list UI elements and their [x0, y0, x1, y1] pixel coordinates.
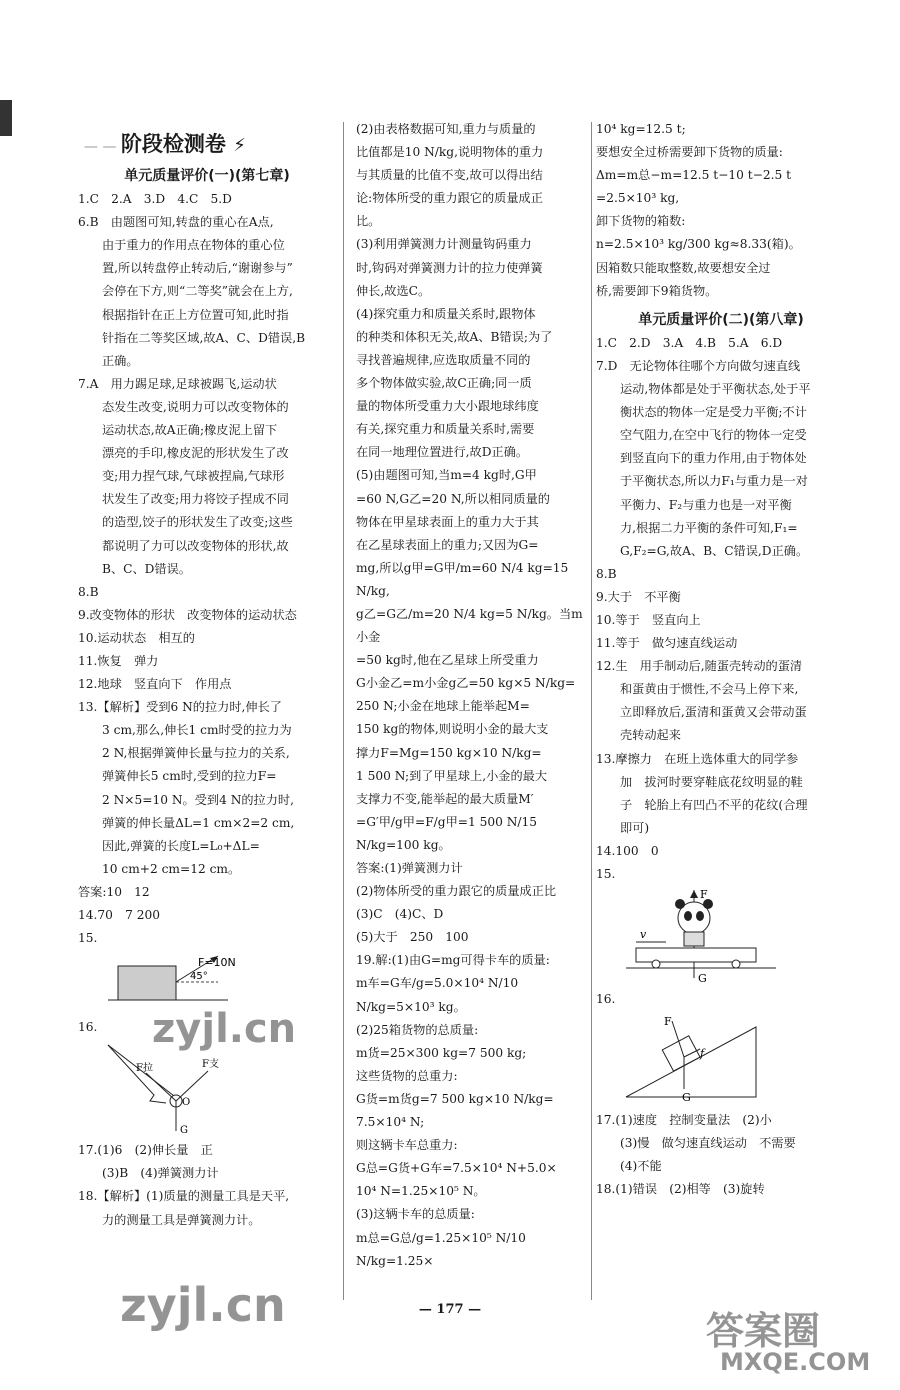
text-line: 态发生改变,说明力可以改变物体的: [102, 399, 289, 414]
text-line: 则这辆卡车总重力:: [356, 1138, 458, 1153]
page-number: — 177 —: [418, 1302, 482, 1317]
fig16-o-label: O: [182, 1097, 191, 1109]
text-line: 状发生了改变;用力将饺子捏成不同: [102, 492, 289, 507]
fig16-g-label: G: [180, 1125, 188, 1136]
text-line: 这些货物的总重力:: [356, 1068, 458, 1083]
text-line: 1 500 N;到了甲星球上,小金的最大: [356, 768, 548, 783]
text-line: 平衡力、F₂与重力也是一对平衡: [620, 497, 792, 512]
fig16-fzhi-label: F支: [202, 1059, 219, 1071]
text-line: 18.【解析】(1)质量的测量工具是天平,: [78, 1189, 290, 1204]
text-line: 加 拔河时要穿鞋底花纹明显的鞋: [620, 774, 803, 789]
unit1-answers-a: [78, 188, 336, 950]
unit1-answers-c: [78, 1139, 336, 1231]
text-line: (3)这辆卡车的总质量:: [356, 1207, 475, 1222]
text-line: 的种类和体积无关,故A、B错误;为了: [356, 329, 553, 344]
text-line: 16.: [78, 1020, 98, 1035]
unit2-answers-a: [596, 332, 846, 886]
text-line: 立即释放后,蛋清和蛋黄又会带动蛋: [620, 705, 807, 720]
text-line: 和蛋黄由于惯性,不会马上停下来,: [620, 682, 799, 697]
text-line: 由于重力的作用点在物体的重心位: [102, 238, 285, 253]
text-line: 10⁴ kg=12.5 t;: [596, 122, 686, 136]
text-line: 150 kg的物体,则说明小金的最大支: [356, 722, 549, 737]
text-line: 10.运动状态 相互的: [78, 630, 195, 645]
text-line: G总=G货+G车=7.5×10⁴ N+5.0×: [356, 1161, 557, 1176]
text-line: 因此,弹簧的长度L=L₀+ΔL=: [102, 838, 260, 853]
text-line: 漂亮的手印,橡皮泥的形状发生了改: [102, 446, 289, 461]
text-line: 多个物体做实验,故C正确;同一质: [356, 376, 532, 391]
text-line: (3)利用弹簧测力计测量钩码重力: [356, 237, 532, 252]
text-line: (4)探究重力和质量关系时,跟物体: [356, 306, 536, 321]
text-line: (2)物体所受的重力跟它的质量成正比: [356, 884, 557, 899]
text-line: 到竖直向下的重力作用,由于物体处: [620, 451, 807, 466]
fig16b-g-label: G: [682, 1091, 691, 1105]
text-line: 15.: [596, 867, 616, 881]
text-line: 1.C 2.A 3.D 4.C 5.D: [78, 192, 232, 207]
fig16b-f-label: F: [664, 1015, 672, 1029]
text-line: 7.D 无论物体往哪个方向做匀速直线: [596, 358, 801, 373]
unit1-answers-continued: [356, 118, 591, 1273]
text-line: 伸长,故选C。: [356, 283, 431, 298]
text-line: Δm=m总−m=12.5 t−10 t−2.5 t: [596, 168, 792, 183]
unit2-answers-c: [596, 1109, 846, 1201]
text-line: 正确。: [102, 353, 139, 368]
text-line: 3 cm,那么,伸长1 cm时受的拉力为: [102, 723, 292, 738]
text-line: 因箱数只能取整数,故要想安全过: [596, 260, 771, 275]
text-line: 衡状态的物体一定是受力平衡;不计: [620, 405, 807, 420]
text-line: =G′甲/g甲=F/g甲=1 500 N/15 N/kg=100 kg。: [356, 814, 541, 852]
fig15b-v-label: v: [640, 928, 647, 942]
text-line: 论:物体所受的重力跟它的质量成正: [356, 191, 543, 206]
text-line: 13.【解析】受到6 N的拉力时,伸长了: [78, 700, 282, 715]
text-line: 11.等于 做匀速直线运动: [596, 636, 738, 651]
text-line: 13.摩擦力 在班上选体重大的同学参: [596, 751, 799, 766]
text-line: 根据指针在正上方位置可知,此时指: [102, 307, 289, 322]
text-line: 1.C 2.D 3.A 4.B 5.A 6.D: [596, 335, 783, 350]
text-line: 14.70 7 200: [78, 908, 160, 922]
text-line: 量的物体所受重力大小跟地球纬度: [356, 399, 539, 414]
text-line: 11.恢复 弹力: [78, 653, 159, 668]
watermark-3: 答案圈: [706, 1309, 821, 1353]
fig15b-g-label: G: [698, 972, 707, 985]
text-line: B、C、D错误。: [102, 561, 191, 576]
text-line: 答案:10 12: [78, 884, 150, 899]
column-divider-1: [343, 122, 344, 1300]
text-line: 物体在甲星球表面上的重力大于其: [356, 514, 539, 529]
text-line: 弹簧的伸长量ΔL=1 cm×2=2 cm,: [102, 815, 295, 830]
column-2: [356, 118, 591, 1273]
text-line: 7.5×10⁴ N;: [356, 1115, 425, 1130]
text-line: 6.B 由题图可知,转盘的重心在A点,: [78, 215, 274, 230]
text-line: 9.大于 不平衡: [596, 589, 681, 604]
text-line: (3)C (4)C、D: [356, 907, 444, 922]
text-line: 撑力F=Mg=150 kg×10 N/kg=: [356, 745, 542, 760]
text-line: 9.改变物体的形状 改变物体的运动状态: [78, 607, 297, 622]
text-line: m总=G总/g=1.25×10⁵ N/10 N/kg=1.25×: [356, 1230, 530, 1268]
text-line: 支撑力不变,能举起的最大质量M′: [356, 791, 534, 806]
fig15-force-label: F=10N: [198, 956, 236, 970]
column-divider-2: [591, 122, 592, 1300]
text-line: 8.B: [78, 584, 99, 599]
text-line: 12.生 用手制动后,随蛋壳转动的蛋清: [596, 659, 803, 674]
text-line: 变;用力捏气球,气球被捏扁,气球形: [102, 469, 285, 484]
text-line: 会停在下方,则“二等奖”就会在上方,: [102, 284, 293, 299]
binding-mark: [0, 100, 12, 136]
text-line: (5)大于 250 100: [356, 930, 469, 945]
lightning-icon: ⚡: [233, 135, 246, 156]
text-line: 18.(1)错误 (2)相等 (3)旋转: [596, 1182, 765, 1197]
text-line: m车=G车/g=5.0×10⁴ N/10 N/kg=5×10³ kg。: [356, 976, 523, 1014]
text-line: 10 cm+2 cm=12 cm。: [102, 861, 241, 876]
text-line: 7.A 用力踢足球,足球被踢飞,运动状: [78, 376, 277, 391]
text-line: (2)25箱货物的总质量:: [356, 1022, 479, 1037]
column-3: [596, 118, 846, 1202]
unit2-title: 单元质量评价(二)(第八章): [638, 311, 804, 328]
fig16-fla-label: F拉: [136, 1063, 153, 1075]
unit2-answers-b: [596, 988, 846, 1011]
text-line: mg,所以g甲=G甲/m=60 N/4 kg=15 N/kg,: [356, 560, 573, 598]
text-line: 运动,物体都是处于平衡状态,处于平: [620, 382, 811, 397]
text-line: 在乙星球表面上的重力;又因为G=: [356, 537, 539, 552]
text-line: 2 N×5=10 N。受到4 N的拉力时,: [102, 792, 294, 807]
fig15b-f-label: F: [700, 888, 708, 902]
text-line: 都说明了力可以改变物体的形状,故: [102, 538, 289, 553]
figure-15-panda-cart: [596, 888, 796, 984]
text-line: 要想安全过桥需要卸下货物的质量:: [596, 145, 783, 160]
text-line: 运动状态,故A正确;橡皮泥上留下: [102, 423, 278, 438]
text-line: 比值都是10 N/kg,说明物体的重力: [356, 145, 544, 160]
text-line: 12.地球 竖直向下 作用点: [78, 677, 232, 692]
figure-15-block: [78, 952, 258, 1012]
text-line: 壳转动起来: [620, 728, 681, 743]
watermark-2: zyjl.cn: [120, 1278, 286, 1332]
watermark-4: MXQE.COM: [720, 1348, 871, 1376]
text-line: m货=25×300 kg=7 500 kg;: [356, 1045, 527, 1060]
text-line: n=2.5×10³ kg/300 kg≈8.33(箱)。: [596, 237, 801, 252]
text-line: 即可): [620, 820, 650, 835]
stage-title: — — 阶段检测卷 ⚡: [84, 132, 246, 156]
fig16b-fric-label: f: [700, 1047, 705, 1061]
text-line: G,F₂=G,故A、B、C错误,D正确。: [620, 543, 809, 558]
column-1: [78, 118, 336, 1232]
text-line: 卸下货物的箱数:: [596, 214, 686, 229]
figure-16-pendulum: [78, 1041, 258, 1135]
text-line: 10.等于 竖直向上: [596, 612, 701, 627]
text-line: 15.: [78, 931, 98, 946]
watermark-1: zyjl.cn: [152, 1006, 297, 1052]
text-line: (5)由题图可知,当m=4 kg时,G甲: [356, 468, 537, 483]
text-line: 8.B: [596, 566, 617, 581]
text-line: =2.5×10³ kg,: [596, 191, 680, 206]
text-line: 于平衡状态,所以力F₁与重力是一对: [620, 474, 808, 489]
text-line: (3)B (4)弹簧测力计: [102, 1166, 219, 1181]
text-line: (2)由表格数据可知,重力与质量的: [356, 122, 536, 136]
text-line: 10⁴ N=1.25×10⁵ N。: [356, 1184, 486, 1199]
text-line: 17.(1)速度 控制变量法 (2)小: [596, 1113, 772, 1128]
text-line: 250 N;小金在地球上能举起M=: [356, 699, 530, 714]
text-line: 的造型,饺子的形状发生了改变;这些: [102, 515, 293, 530]
text-line: 比。: [356, 214, 381, 229]
text-line: 子 轮胎上有凹凸不平的花纹(合理: [620, 797, 808, 812]
text-line: 16.: [596, 992, 616, 1007]
text-line: (4)不能: [620, 1159, 662, 1174]
text-line: 答案:(1)弹簧测力计: [356, 861, 463, 875]
text-line: G货=m货g=7 500 kg×10 N/kg=: [356, 1091, 554, 1106]
text-line: 14.100 0: [596, 843, 659, 858]
text-line: 在同一地理位置进行,故D正确。: [356, 445, 529, 460]
text-line: 时,钩码对弹簧测力计的拉力使弹簧: [356, 260, 543, 275]
unit1-answers-end: [596, 118, 846, 303]
text-line: G小金乙=m小金g乙=50 kg×5 N/kg=: [356, 676, 576, 691]
text-line: g乙=G乙/m=20 N/4 kg=5 N/kg。当m小金: [356, 606, 583, 645]
text-line: 17.(1)6 (2)伸长量 正: [78, 1143, 213, 1158]
text-line: 桥,需要卸下9箱货物。: [596, 283, 718, 298]
text-line: 力的测量工具是弹簧测力计。: [102, 1212, 261, 1227]
text-line: (3)慢 做匀速直线运动 不需要: [620, 1136, 796, 1151]
text-line: 与其质量的比值不变,故可以得出结: [356, 168, 543, 183]
text-line: =60 N,G乙=20 N,所以相同质量的: [356, 491, 550, 506]
text-line: 空气阻力,在空中飞行的物体一定受: [620, 428, 807, 443]
fig15-angle-label: 45°: [190, 971, 208, 983]
text-line: 19.解:(1)由G=mg可得卡车的质量:: [356, 953, 550, 968]
text-line: 弹簧伸长5 cm时,受到的拉力F=: [102, 769, 277, 784]
figure-16-incline: [596, 1013, 796, 1105]
text-line: 寻找普遍规律,应选取质量不同的: [356, 352, 531, 367]
text-line: 针指在二等奖区域,故A、C、D错误,B: [102, 330, 306, 345]
text-line: 有关,探究重力和质量关系时,需要: [356, 422, 535, 437]
text-line: =50 kg时,他在乙星球上所受重力: [356, 653, 539, 668]
text-line: 力,根据二力平衡的条件可知,F₁=: [620, 520, 798, 535]
text-line: 2 N,根据弹簧伸长量与拉力的关系,: [102, 746, 290, 761]
text-line: 置,所以转盘停止转动后,“谢谢参与”: [102, 261, 293, 276]
unit1-title: 单元质量评价(一)(第七章): [124, 168, 290, 184]
